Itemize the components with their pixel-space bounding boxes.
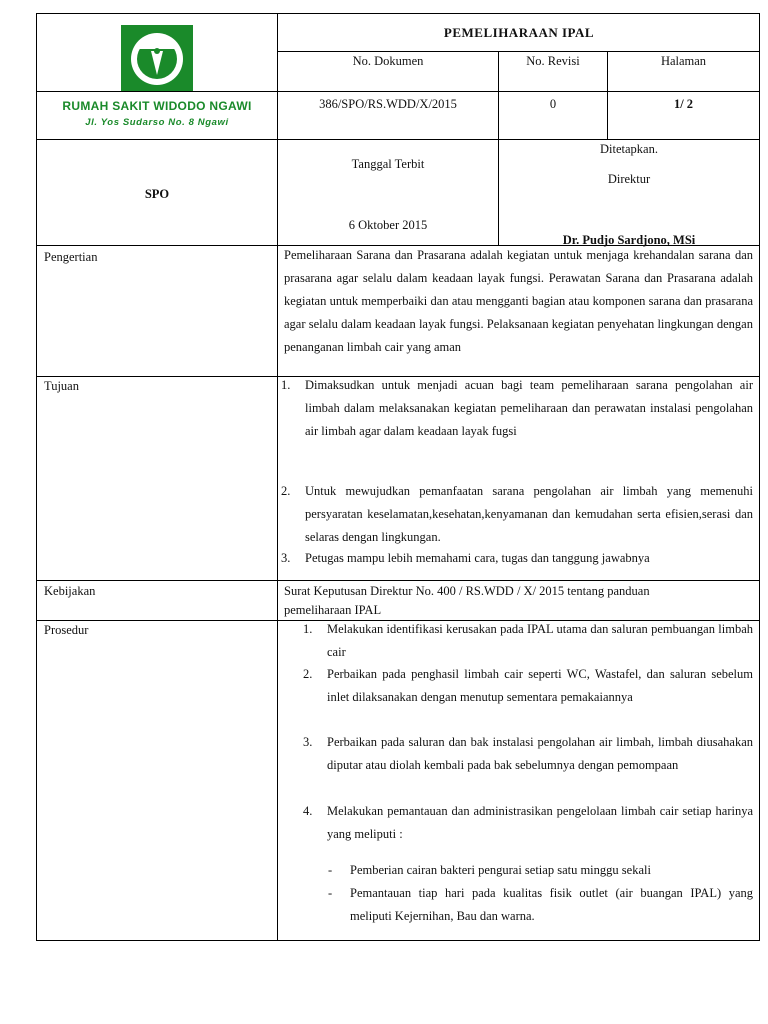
prosedur-item-3 [303,731,753,777]
doc-number-label: No. Dokumen [352,54,424,68]
spo-label: SPO [144,187,170,201]
director-label: Direktur [607,172,651,186]
tujuan-item-2 [281,480,753,549]
pengertian-label: Pengertian [44,250,98,264]
column-divider [277,13,278,941]
tujuan-item-1-text: Dimaksudkan untuk menjadi acuan bagi team pemeliharaan sarana pengolahan air limbah dalam melaksanakan kegiatan pemeliharaan dan perawatan instalasi pengolahan air limbah agar dalam keadaan layak fugsi [305,378,753,438]
tujuan-label: Tujuan [44,379,79,393]
header-line-1 [277,51,760,52]
page-label: Halaman [660,54,707,68]
prosedur-item-4 [303,800,753,846]
prosedur-item-1-text: Melakukan identifikasi kerusakan pada IPAL utama dan saluran pembuangan limbah cair [327,622,753,659]
hospital-logo [121,25,193,91]
header-line-3 [36,139,760,140]
table-border-top [36,13,760,14]
director-name: Dr. Pudjo Sardjono, MSi [562,233,696,247]
hospital-address: Jl. Yos Sudarso No. 8 Ngawi [85,117,229,128]
issue-date-label: Tanggal Terbit [351,157,425,171]
pengertian-text: Pemeliharaan Sarana dan Prasarana adalah kegiatan untuk menjaga krehandalan sarana dan prasarana agar selalu dalam keadaan layak fungsi. Perawatan Sarana dan Prasarana adalah kegiatan untuk memperbaiki dan atau mengganti bagian atau komponen sarana dan prasarana agar selalu dalam keadaan layak fungsi. Pelaksanaan kegiatan penyehatan lingkungan dengan penanganan limbah cair yang aman [284,248,753,354]
page-value: 1/ 2 [673,97,694,111]
prosedur-item-4-text: Melakukan pemantauan dan administrasikan pengelolaan limbah cair setiap harinya yang meliputi : [327,804,753,841]
kebijakan-label: Kebijakan [44,584,96,598]
table-border-bottom [36,940,760,941]
prosedur-item-2-num: 2. [303,667,313,681]
prosedur-item-3-text: Perbaikan pada saluran dan bak instalasi pengolahan air limbah, limbah diusahakan diputar atau diolah kembali pada bak sebelumnya dengan pemompaan [327,735,753,772]
table-border-right [759,13,760,941]
prosedur-subitem-1-bullet: - [328,863,333,877]
prosedur-subitem-1 [328,859,753,882]
doc-number-value: 386/SPO/RS.WDD/X/2015 [319,97,457,111]
set-by-label: Ditetapkan. [600,142,658,156]
tujuan-item-3-text: Petugas mampu lebih memahami cara, tugas dan tanggung jawabnya [305,551,650,565]
tujuan-item-3-num: 3. [281,551,291,565]
table-border-left [36,13,37,941]
tujuan-item-1 [281,374,753,443]
prosedur-subitem-2-text: Pemantauan tiap hari pada kualitas fisik outlet (air buangan IPAL) yang meliputi Kejernihan, Bau dan warna. [350,886,753,923]
revision-value: 0 [549,97,557,111]
prosedur-item-1-num: 1. [303,622,313,636]
kebijakan-text: Surat Keputusan Direktur No. 400 / RS.WDD / X/ 2015 tentang panduan pemeliharaan IPAL [284,584,650,617]
row-line-tujuan [36,580,760,581]
document-title: PEMELIHARAAN IPAL [443,25,595,40]
prosedur-label: Prosedur [44,623,89,637]
revision-label: No. Revisi [526,54,580,68]
prosedur-item-4-num: 4. [303,804,313,818]
prosedur-item-1 [303,618,753,664]
header-line-2 [36,91,760,92]
tujuan-item-3 [281,547,753,570]
tujuan-item-2-text: Untuk mewujudkan pemanfaatan sarana pengolahan air limbah yang memenuhi persyaratan keselamatan,kesehatan,kenyamanan dan kemudahan serta efisien,serasi dan selaras dengan lingkungan. [305,484,753,544]
prosedur-item-3-num: 3. [303,735,313,749]
prosedur-subitem-2 [328,882,753,928]
prosedur-subitem-1-text: Pemberian cairan bakteri pengurai setiap satu minggu sekali [350,863,651,877]
hospital-name: RUMAH SAKIT WIDODO NGAWI [62,99,252,113]
tujuan-item-1-num: 1. [281,378,291,392]
tujuan-item-2-num: 2. [281,484,291,498]
prosedur-item-2-text: Perbaikan pada penghasil limbah cair seperti WC, Wastafel, dan saluran sebelum inlet dilaksanakan dengan menutup sementara pemakaiannya [327,667,753,704]
prosedur-subitem-2-bullet: - [328,886,333,900]
issue-date-value: 6 Oktober 2015 [348,218,428,232]
prosedur-item-2 [303,663,753,709]
